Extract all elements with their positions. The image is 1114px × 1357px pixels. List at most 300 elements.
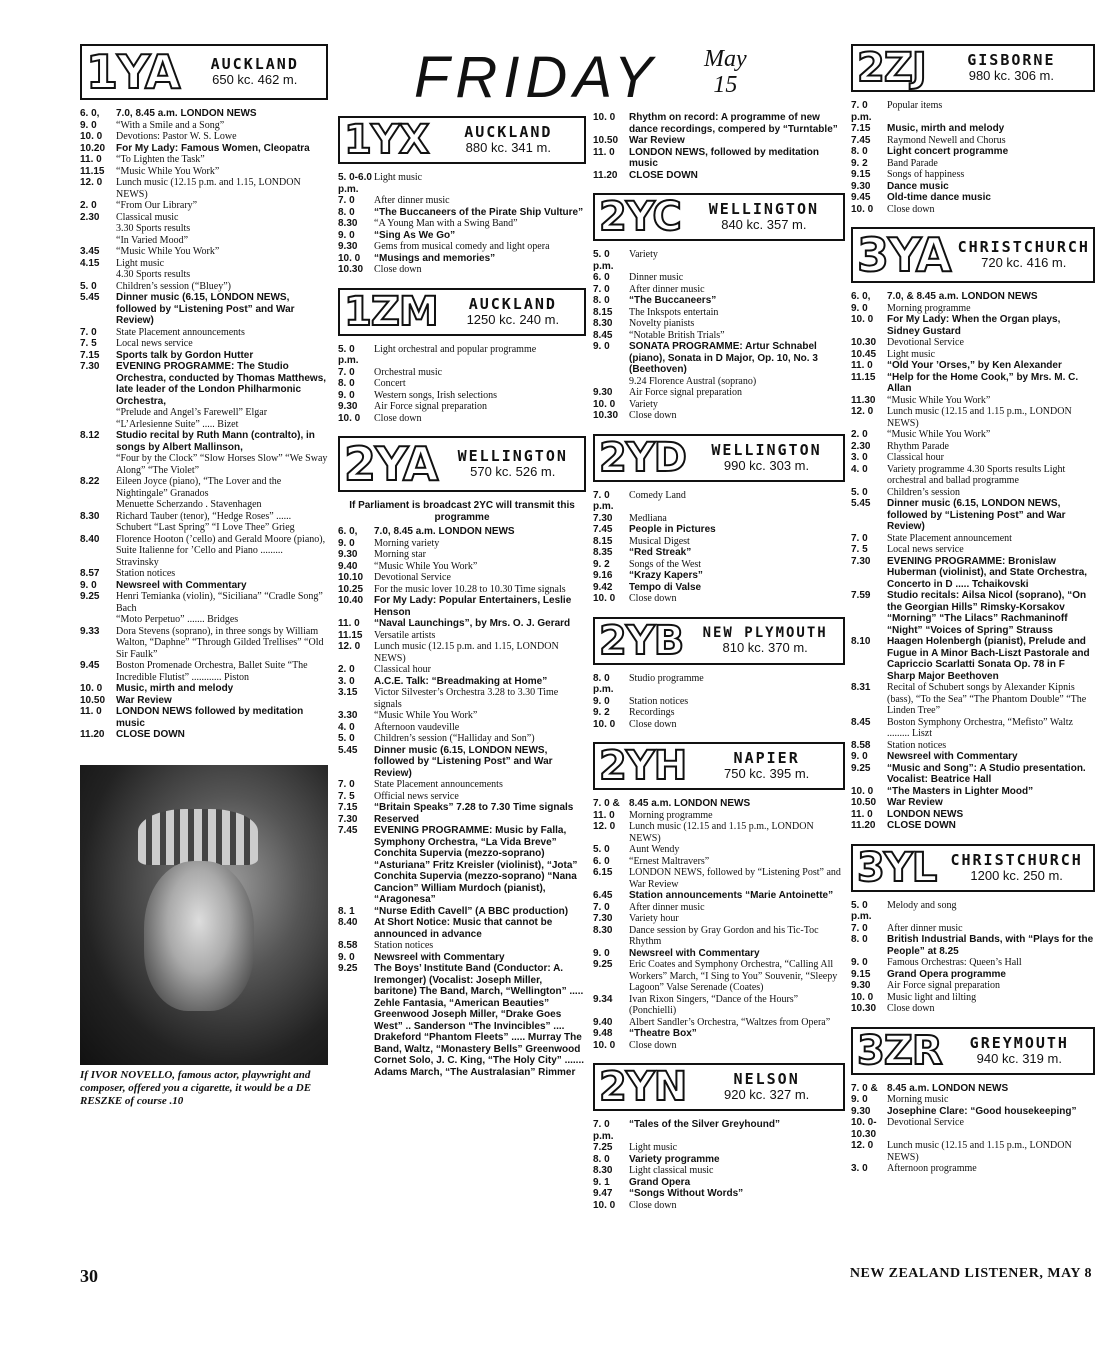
station-block [851, 1027, 1095, 1183]
programme-time: 6. 0 [593, 855, 610, 867]
programme-row [851, 763, 1095, 786]
programme-time: 9.42 [593, 581, 613, 593]
programme-title: “Music and Song”: A Studio presentation. Vocalist: Beatrice Hall [887, 762, 1086, 785]
programme-time: 7. 0 [338, 779, 355, 790]
station-block [851, 844, 1095, 1023]
programme-row [851, 100, 1095, 123]
programme-time: 9. 0 [851, 302, 868, 314]
programme-time: 10.25 [338, 583, 364, 595]
programme-time: 11. 0 [80, 154, 102, 165]
station-info [940, 850, 1093, 883]
programme-time: 9. 1 [593, 1176, 610, 1188]
station-frequency: 880 kc. 341 m. [465, 140, 551, 156]
programme-time: 7. 0 & [593, 798, 620, 809]
programme-time: 2. 0 [80, 200, 97, 211]
programme-time: 7.45 [851, 134, 871, 146]
station-header [593, 193, 845, 241]
programme-title: Newsreel with Commentary [887, 751, 1018, 762]
station-block [593, 434, 845, 613]
programme-row [338, 526, 586, 538]
programme-time: 12. 0 [338, 641, 361, 652]
programme-row [80, 338, 328, 350]
programme-title: “Red Streak” [629, 547, 692, 558]
station-frequency: 940 kc. 319 m. [976, 1050, 1062, 1066]
programme-row [80, 269, 328, 281]
station-logo: 3YL [857, 844, 937, 891]
programme-title: EVENING PROGRAMME: Bronislaw Huberman (violinist), and State Orchestra, Concerto in D ..... Tchaikovski [887, 555, 1088, 590]
programme-title: Morning programme [887, 302, 971, 314]
programme-title: Lunch music (12.15 and 1.15 p.m., LONDON NEWS) [629, 821, 814, 844]
programme-title: Eric Coates and Symphony Orchestra, “Calling All Workers” March, “I Sing to You” Souvenir, “Sleepy Lagoon” Valse Serenade (Coates) [629, 959, 838, 993]
programme-row [593, 1040, 845, 1052]
station-info [930, 53, 1093, 82]
station-frequency: 980 kc. 306 m. [968, 68, 1054, 84]
programme-row [593, 1188, 845, 1200]
station-logo: 1YA [86, 45, 180, 99]
station-logo: 3YA [857, 228, 951, 282]
programme-row [80, 131, 328, 143]
programme-title: Morning variety [374, 537, 440, 549]
programme-time: 10. 0 [593, 1199, 616, 1211]
programme-row [338, 584, 586, 596]
programme-row [851, 900, 1095, 923]
station-frequency: 720 kc. 416 m. [981, 255, 1067, 271]
programme-time: 11.20 [593, 169, 618, 181]
programme-title: War Review [887, 797, 943, 808]
programme-title: Close down [374, 264, 422, 275]
station-block [338, 288, 586, 433]
station-block [80, 44, 328, 749]
station-frequency: 1200 kc. 250 m. [970, 867, 1063, 883]
programme-title: Close down [629, 410, 677, 421]
programme-time: 3. 0 [851, 1163, 868, 1174]
programme-title: “Music While You Work” [887, 394, 991, 406]
programme-row [593, 399, 845, 411]
programme-time: 7.30 [338, 813, 358, 825]
programme-row [338, 241, 586, 253]
programme-title: “The Buccaneers” [629, 295, 717, 306]
programme-time: 8.40 [80, 533, 100, 545]
programme-title: “Music While You Work” [374, 560, 478, 572]
programme-row [338, 549, 586, 561]
programme-row [851, 590, 1095, 636]
programme-title: Children’s session (“Bluey”) [116, 280, 231, 292]
programme-time: 8. 0 [593, 295, 610, 306]
programme-title: CLOSE DOWN [116, 729, 185, 740]
programme-title: Rhythm Parade [887, 440, 949, 452]
programme-time: 10. 0 [593, 398, 616, 410]
programme-row [593, 547, 845, 559]
programme-time: 9.30 [593, 387, 613, 398]
programme-row [593, 272, 845, 284]
programme-row [593, 1154, 845, 1166]
programme-title: Band Parade [887, 157, 938, 169]
programme-time: 5.45 [851, 498, 871, 509]
programme-title: After dinner music [629, 901, 705, 913]
programme-title: “The Masters in Lighter Mood” [887, 785, 1034, 797]
programme-title: SONATA PROGRAMME: Artur Schnabel (piano), Sonata in D Major, Op. 10, No. 3 (Beethoven) [629, 341, 818, 375]
programme-title: Raymond Newell and Chorus [887, 134, 1006, 146]
programme-title: LONDON NEWS, followed by meditation music [629, 146, 819, 169]
programme-title: Concert [374, 378, 406, 389]
station-header [851, 227, 1095, 283]
programme-time: 7. 0 p.m. [593, 1119, 614, 1142]
station-city: WELLINGTON [457, 447, 568, 466]
programme-title: Songs of happiness [887, 169, 965, 180]
programme-row [338, 630, 586, 642]
programme-row [338, 952, 586, 964]
programme-time: 4.15 [80, 257, 100, 269]
programme-time: 7.30 [593, 913, 613, 924]
programme-title: Variety programme 4.30 Sports results Light orchestral and ballad programme [887, 463, 1066, 486]
programme-time: 5. 0 [338, 733, 355, 744]
station-info [946, 1033, 1093, 1066]
programme-row [851, 934, 1095, 957]
programme-row [593, 284, 845, 296]
programme-row [338, 572, 586, 584]
programme-title: Old-time dance music [887, 192, 991, 203]
programme-title: “L’Arlesienne Suite” ..... Bizet [116, 418, 239, 430]
station-block [851, 227, 1095, 840]
programme-title: Air Force signal preparation [629, 387, 743, 398]
month-label: May [704, 46, 747, 72]
programme-title: LONDON NEWS followed by meditation music [116, 706, 304, 729]
programme-title: Boston Promenade Orchestra, Ballet Suite “The Incredible Flutist” ............ Piston [116, 660, 308, 683]
spacer [593, 1051, 845, 1059]
programme-title: Morning music [887, 1094, 949, 1105]
programme-row [593, 798, 845, 810]
programme-title: Dance music [887, 180, 949, 192]
programme-time: 9. 0 [338, 389, 355, 401]
programme-time: 6. 0, [80, 108, 100, 119]
programme-time: 9.30 [338, 241, 358, 252]
programme-time: 8.30 [593, 1165, 613, 1176]
programme-title: Boston Symphony Orchestra, “Mefisto” Waltz ......... Liszt [887, 716, 1073, 739]
programme-time: 10. 0 [593, 112, 616, 123]
programme-time [80, 407, 116, 419]
programme-title: State Placement announcements [374, 779, 503, 790]
programme-title: Classical music [116, 211, 179, 223]
station-info [433, 125, 584, 154]
programme-row [338, 733, 586, 745]
programme-time: 11. 0 [338, 618, 360, 629]
programme-time: 9.30 [338, 401, 358, 412]
station-block [593, 112, 845, 189]
programme-time: 2.30 [80, 211, 100, 223]
programme-title: Variety programme [629, 1153, 720, 1165]
station-frequency: 1250 kc. 240 m. [466, 311, 560, 327]
programme-time: 10. 0 [593, 718, 616, 730]
programme-row [851, 135, 1095, 147]
programme-title: “To Lighten the Task” [116, 154, 205, 165]
programme-row [851, 992, 1095, 1004]
programme-title: Station announcements “Marie Antoinette” [629, 890, 834, 901]
programme-row [593, 536, 845, 548]
programme-row [851, 533, 1095, 545]
programme-time: 7. 5 [338, 790, 355, 802]
programme-title: “Songs Without Words” [629, 1188, 744, 1199]
station-info [687, 626, 843, 654]
programme-row [80, 223, 328, 235]
programme-title: For My Lady: Popular Entertainers, Leslie Henson [374, 595, 572, 618]
programme-title: “Notable British Trials” [629, 329, 725, 341]
programme-row [338, 917, 586, 940]
programme-title: Richard Tauber (tenor), “Hedge Roses” ...... Schubert “Last Spring” “I Love Thee” Grieg [116, 510, 295, 533]
programme-title: “Old Your ’Orses,” by Ken Alexander [887, 360, 1062, 371]
programme-title: Close down [629, 718, 677, 730]
programme-row [338, 264, 586, 276]
programme-title: After dinner music [629, 283, 705, 295]
programme-row [851, 957, 1095, 969]
programme-row [851, 1003, 1095, 1015]
programme-time: 6.45 [593, 890, 613, 901]
programme-title: “Music While You Work” [116, 165, 220, 177]
programme-row [338, 401, 586, 413]
programme-title: Music light and lilting [887, 991, 977, 1003]
programme-title: Menuette Scherzando . Stavenhagen [116, 499, 262, 510]
station-header [593, 1063, 845, 1111]
programme-row [338, 940, 586, 952]
station-logo: 2YA [344, 437, 438, 491]
station-frequency: 840 kc. 357 m. [721, 217, 807, 233]
programme-row [593, 524, 845, 536]
programme-row [851, 1163, 1095, 1175]
programme-time: 7. 0 [338, 366, 355, 378]
programme-title: Grand Opera [629, 1176, 691, 1188]
programme-time: 7. 0 [338, 195, 355, 206]
programme-time: 8. 0 [338, 206, 355, 218]
programme-time: 3.15 [338, 687, 358, 698]
programme-time: 5. 0 [851, 486, 868, 498]
station-city: AUCKLAND [468, 294, 557, 313]
station-block [593, 193, 845, 430]
programme-title: Air Force signal preparation [374, 401, 488, 412]
programme-time: 9. 0 [851, 751, 868, 762]
programme-time: 10.20 [80, 142, 106, 154]
programme-title: Official news service [374, 790, 459, 802]
station-frequency: 810 kc. 370 m. [722, 640, 808, 656]
programme-row [851, 544, 1095, 556]
programme-row [593, 867, 845, 890]
programme-time: 9. 2 [593, 707, 610, 718]
station-info [690, 751, 843, 780]
day-title: FRIDAY [414, 45, 659, 110]
programme-title: Aunt Wendy [629, 844, 680, 855]
programme-time: 9.34 [593, 993, 613, 1005]
programme-title: Devotional Service [887, 337, 964, 348]
programme-row [593, 582, 845, 594]
programme-title: Lunch music (12.15 and 1.15 p.m., LONDON NEWS) [887, 1140, 1072, 1163]
column-4 [851, 40, 1095, 1183]
programme-row [80, 292, 328, 327]
programme-time: 9.30 [338, 549, 358, 560]
programme-time: 11. 0 [851, 808, 873, 820]
programme-row [593, 295, 845, 307]
programme-row [851, 1106, 1095, 1118]
programme-time: 9. 0 [593, 341, 610, 352]
programme-title: 4.30 Sports results [116, 269, 191, 280]
programme-time: 7.45 [338, 825, 358, 836]
programme-row [851, 717, 1095, 740]
programme-title: “Tales of the Silver Greyhound” [629, 1119, 780, 1130]
photo-novello [80, 765, 328, 1065]
station-header [593, 742, 845, 790]
programme-row [338, 344, 586, 367]
programme-row [851, 372, 1095, 395]
programme-row [851, 980, 1095, 992]
programme-title: 7.0, & 8.45 a.m. LONDON NEWS [887, 291, 1038, 302]
programme-time: 8.30 [593, 318, 613, 329]
programme-row [593, 1165, 845, 1177]
programme-title: Comedy Land [629, 489, 686, 501]
programme-time: 8. 0 p.m. [593, 672, 614, 695]
station-frequency: 570 kc. 526 m. [470, 464, 556, 480]
spacer [593, 181, 845, 189]
programme-row [851, 498, 1095, 533]
programme-row [593, 1177, 845, 1189]
programme-title: “From Our Library” [116, 200, 198, 211]
programme-row [80, 534, 328, 569]
programme-time: 5. 0 p.m. [338, 343, 359, 366]
station-logo: 2YB [599, 617, 684, 664]
programme-row [80, 626, 328, 661]
programme-time: 8.10 [851, 636, 871, 647]
programme-row [593, 673, 845, 696]
programme-row [851, 452, 1095, 464]
programme-title: Sports talk by Gordon Hutter [116, 349, 254, 361]
programme-time: 12. 0 [851, 1140, 874, 1151]
column-2 [338, 112, 586, 1086]
spacer [851, 832, 1095, 840]
programme-title: Lunch music (12.15 p.m. and 1.15, LONDON NEWS) [374, 641, 559, 664]
programme-time: 7.15 [851, 123, 871, 134]
programme-row [851, 487, 1095, 499]
programme-title: Classical hour [374, 664, 431, 675]
programme-row [80, 683, 328, 695]
programme-title: Victor Silvester’s Orchestra 3.28 to 3.30 Time signals [374, 687, 559, 710]
programme-row [338, 791, 586, 803]
programme-row [851, 969, 1095, 981]
programme-row [80, 453, 328, 476]
programme-time: 8.30 [338, 218, 358, 229]
programme-row [80, 166, 328, 178]
spacer [851, 1175, 1095, 1183]
programme-time: 8. 0 [593, 1153, 610, 1165]
programme-title: Recital of Schubert songs by Alexander Kipnis (bass), “To the Sea” “The Phantom Double” “The Linden Tree” [887, 682, 1087, 716]
programme-title: EVENING PROGRAMME: Music by Falla, Symphony Orchestra, “La Vida Breve” Conchita Supervia (mezzo-soprano) “Asturiana” Fritz Kreisler (violinist), “Jota” Conchita Supervia (mezzo-soprano) “Nana Cancion” William Murdoch (pianist), “Aragonesa” [374, 825, 578, 905]
programme-title: Children’s session (“Halliday and Son”) [374, 733, 535, 744]
programme-time: 10.30 [851, 337, 877, 348]
programme-row [593, 1200, 845, 1212]
station-header [593, 434, 845, 482]
station-city: CHRISTCHURCH [950, 850, 1083, 869]
programme-row [851, 786, 1095, 798]
spacer [338, 424, 586, 432]
programme-time: 2.30 [851, 440, 871, 452]
programme-row [593, 913, 845, 925]
station-logo: 1ZM [344, 288, 438, 335]
station-info [685, 202, 843, 231]
programme-time: 11.20 [80, 729, 105, 740]
programme-row [80, 108, 328, 120]
column-3 [593, 112, 845, 1219]
programme-row [851, 303, 1095, 315]
programme-row [80, 154, 328, 166]
programme-time: 9.30 [851, 1105, 871, 1117]
programme-title: Light music [374, 172, 423, 183]
programme-time: 7.45 [593, 524, 613, 535]
programme-time: 8.45 [593, 329, 613, 341]
programme-time: 5.45 [338, 744, 358, 756]
programme-title: Variety hour [629, 913, 679, 924]
programme-row [593, 844, 845, 856]
programme-title: Dinner music [629, 272, 684, 283]
programme-title: Tempo di Valse [629, 581, 702, 593]
programme-title: Orchestral music [374, 366, 443, 378]
programme-time: 7. 0 [593, 283, 610, 295]
programme-time: 2. 0 [338, 664, 355, 675]
programme-title: Variety [629, 249, 658, 260]
programme-time: 10.50 [80, 694, 106, 706]
programme-row [593, 318, 845, 330]
programme-time: 9.30 [851, 180, 871, 192]
spacer [338, 1078, 586, 1086]
programme-row [80, 695, 328, 707]
station-info [442, 294, 584, 327]
spacer [851, 1015, 1095, 1023]
programme-time: 9.15 [851, 169, 871, 180]
programme-title: For My Lady: When the Organ plays, Sidney Gustard [887, 314, 1061, 337]
station-frequency: 650 kc. 462 m. [212, 72, 298, 88]
programme-title: CLOSE DOWN [887, 820, 956, 831]
programme-time: 11.30 [851, 394, 876, 406]
programme-title: Devotional Service [374, 572, 451, 583]
programme-row [851, 429, 1095, 441]
programme-time: 6. 0, [851, 291, 871, 302]
programme-time: 8.57 [80, 568, 100, 579]
programme-row [80, 499, 328, 511]
programme-row [593, 1028, 845, 1040]
programme-time: 9. 2 [851, 157, 868, 169]
programme-row [851, 1140, 1095, 1163]
programme-title: Henri Temianka (violin), “Siciliana” “Cradle Song” Bach [116, 591, 323, 614]
programme-title: Classical hour [887, 452, 944, 463]
programme-row [593, 249, 845, 272]
programme-time: 5. 0 p.m. [593, 249, 614, 272]
photo-caption: If IVOR NOVELLO, famous actor, playwright and composer, offered you a cigarette, it would be a DE RESZKE of course .10 [80, 1068, 312, 1107]
programme-time: 8.30 [80, 510, 100, 522]
programme-row [338, 172, 586, 195]
programme-time: 12. 0 [593, 821, 616, 832]
programme-time: 8.40 [338, 917, 358, 928]
programme-time: 10.40 [338, 595, 364, 606]
programme-row [80, 120, 328, 132]
programme-time: 4. 0 [338, 721, 355, 733]
programme-time: 11.15 [80, 165, 105, 177]
programme-time: 6. 0 [593, 272, 610, 283]
programme-row [593, 559, 845, 571]
programme-row [851, 797, 1095, 809]
programme-time [80, 223, 116, 235]
programme-row [80, 706, 328, 729]
programme-row [80, 419, 328, 431]
programme-title: Dinner music (6.15, LONDON NEWS, followed by “Listening Post” and War Review) [116, 292, 295, 326]
station-header [851, 44, 1095, 92]
programme-time: 9.25 [338, 963, 358, 974]
programme-row [593, 821, 845, 844]
programme-title: Lunch music (12.15 and 1.15 p.m., LONDON NEWS) [887, 406, 1072, 429]
programme-title: Station notices [887, 739, 947, 751]
